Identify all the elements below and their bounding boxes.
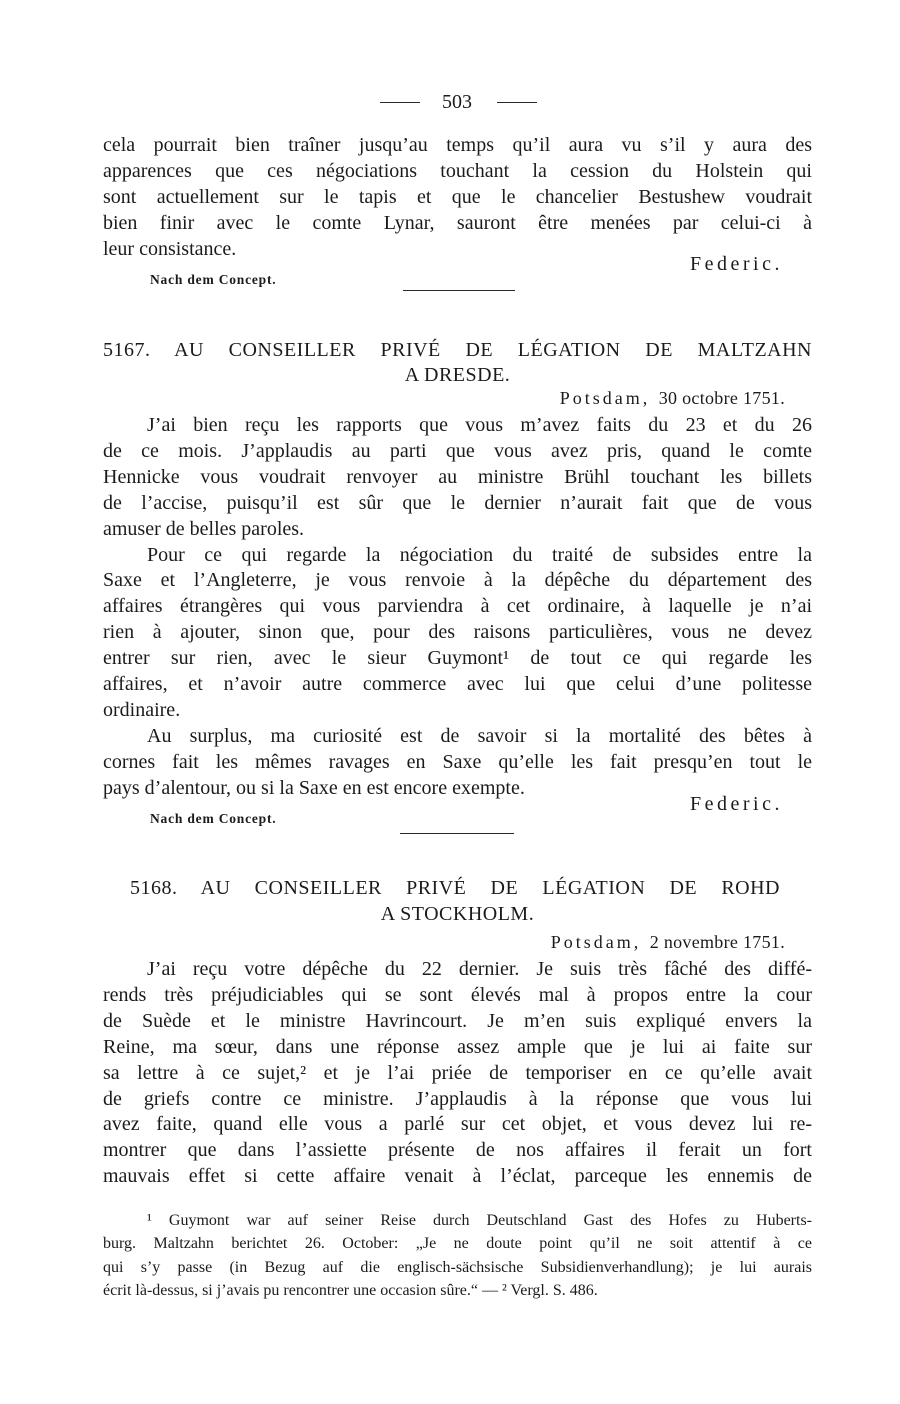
text-line: ordinaire. <box>103 698 181 721</box>
letter-heading <box>103 337 812 363</box>
text-line: sont actuellement sur le tapis et que le chancelier Bestushew voudrait <box>103 185 812 208</box>
text-line: de ce mois. J’applaudis au parti que vous avez pris, quand le comte <box>103 439 812 462</box>
text-line: rien à ajouter, sinon que, pour des raisons particulières, vous ne devez <box>103 621 812 644</box>
source-note: Nach dem Concept. <box>150 811 277 826</box>
text-line: de Suède et le ministre Havrincourt. Je m’en suis expliqué envers la <box>103 1009 812 1032</box>
text-line: sa lettre à ce sujet,² et je l’ai priée de temporiser en ce qu’elle avait <box>103 1061 812 1084</box>
dateline-place: Potsdam, <box>550 932 642 952</box>
footnote-line: burg. Maltzahn berichtet 26. October: „Je ne doute point qu’il ne soit attentif à ce <box>103 1235 812 1253</box>
text-line: apparences que ces négociations touchant la cession du Holstein qui <box>103 159 812 182</box>
letter-recipient: AU CONSEILLER PRIVÉ DE LÉGATION DE ROHD <box>200 877 780 899</box>
text-line: pays d’alentour, ou si la Saxe en est encore exempte. <box>103 776 525 799</box>
paragraph <box>103 957 812 1190</box>
dateline-place: Potsdam, <box>559 388 651 408</box>
source-note: Nach dem Concept. <box>150 272 277 287</box>
page-number-rule-right <box>497 102 537 103</box>
text-line: entrer sur rien, avec le sieur Guymont¹ de tout ce qui regarde les <box>103 647 812 670</box>
text-line: J’ai bien reçu les rapports que vous m’avez faits du 23 et du 26 <box>147 414 812 436</box>
text-line: cornes fait les mêmes ravages en Saxe qu’elle les fait presqu’en tout le <box>103 750 812 773</box>
text-line: J’ai reçu votre dépêche du 22 dernier. Je suis très fâché des diffé- <box>147 958 812 980</box>
continuation-paragraph <box>103 133 812 263</box>
letter-body <box>103 957 812 1190</box>
text-line: Reine, ma sœur, dans une réponse assez ample que je lui ai faite sur <box>103 1035 812 1058</box>
footnote-line: ¹ Guymont war auf seiner Reise durch Deutschland Gast des Hofes zu Huberts- <box>147 1212 812 1229</box>
letter-recipient: AU CONSEILLER PRIVÉ DE LÉGATION DE MALTZAHN <box>174 339 812 361</box>
dateline-date: 2 novembre 1751. <box>649 932 785 952</box>
letter-destination: A DRESDE. <box>404 364 511 386</box>
text-line: mauvais effet si cette affaire venait à l’éclat, parceque les ennemis de <box>103 1165 812 1188</box>
paragraph <box>103 724 812 802</box>
section-rule <box>400 833 514 834</box>
letter-number: 5167. <box>103 339 151 361</box>
signature: Federic. <box>690 253 783 275</box>
text-line: affaires, et n’avoir autre commerce avec lui que celui d’une politesse <box>103 673 812 696</box>
paragraph <box>103 543 812 724</box>
letter-heading <box>130 875 780 901</box>
dateline-date: 30 octobre 1751. <box>658 388 785 408</box>
text-line: cela pourrait bien traîner jusqu’au temps qu’il aura vu s’il y aura des <box>103 134 812 156</box>
dateline <box>560 387 785 409</box>
text-line: Saxe et l’Angleterre, je vous renvoie à la dépêche du département des <box>103 569 812 592</box>
dateline <box>551 931 785 953</box>
section-rule <box>403 290 515 291</box>
text-line: leur consistance. <box>103 237 237 260</box>
footnote-line: écrit là-dessus, si j’avais pu rencontrer une occasion sûre.“ — ² Vergl. S. 486. <box>103 1281 598 1299</box>
text-line: amuser de belles paroles. <box>103 517 305 540</box>
text-line: Pour ce qui regarde la négociation du traité de subsides entre la <box>147 543 812 566</box>
text-line: avez faite, quand elle vous a parlé sur cet objet, et vous devez lui re- <box>103 1113 812 1136</box>
text-line: montrer que dans l’assiette présente de nos affaires il ferait un fort <box>103 1139 812 1162</box>
paragraph <box>103 413 812 543</box>
page-number: 503 <box>442 91 472 113</box>
text-line: rends très préjudiciables qui se sont élevés mal à propos entre la cour <box>103 983 812 1006</box>
text-line: bien finir avec le comte Lynar, sauront être menées par celui-ci à <box>103 211 812 234</box>
text-line: de griefs contre ce ministre. J’applaudis à la réponse que vous lui <box>103 1087 812 1110</box>
letter-destination: A STOCKHOLM. <box>380 903 535 925</box>
letter-number: 5168. <box>130 877 178 899</box>
text-line: affaires étrangères qui vous parviendra à cet ordinaire, à laquelle je n’ai <box>103 595 812 618</box>
letter-body <box>103 413 812 802</box>
footnote-line: qui s’y passe (in Bezug auf die englisch-sächsische Subsidienverhandlung); je lui aurais <box>103 1258 812 1276</box>
text-line: Au surplus, ma curiosité est de savoir si la mortalité des bêtes à <box>147 724 812 747</box>
footnotes <box>103 1209 812 1302</box>
text-line: Hennicke vous voudrait renvoyer au ministre Brühl touchant les billets <box>103 465 812 488</box>
text-line: de l’accise, puisqu’il est sûr que le dernier n’aurait fait que de vous <box>103 491 812 514</box>
signature: Federic. <box>690 793 783 815</box>
